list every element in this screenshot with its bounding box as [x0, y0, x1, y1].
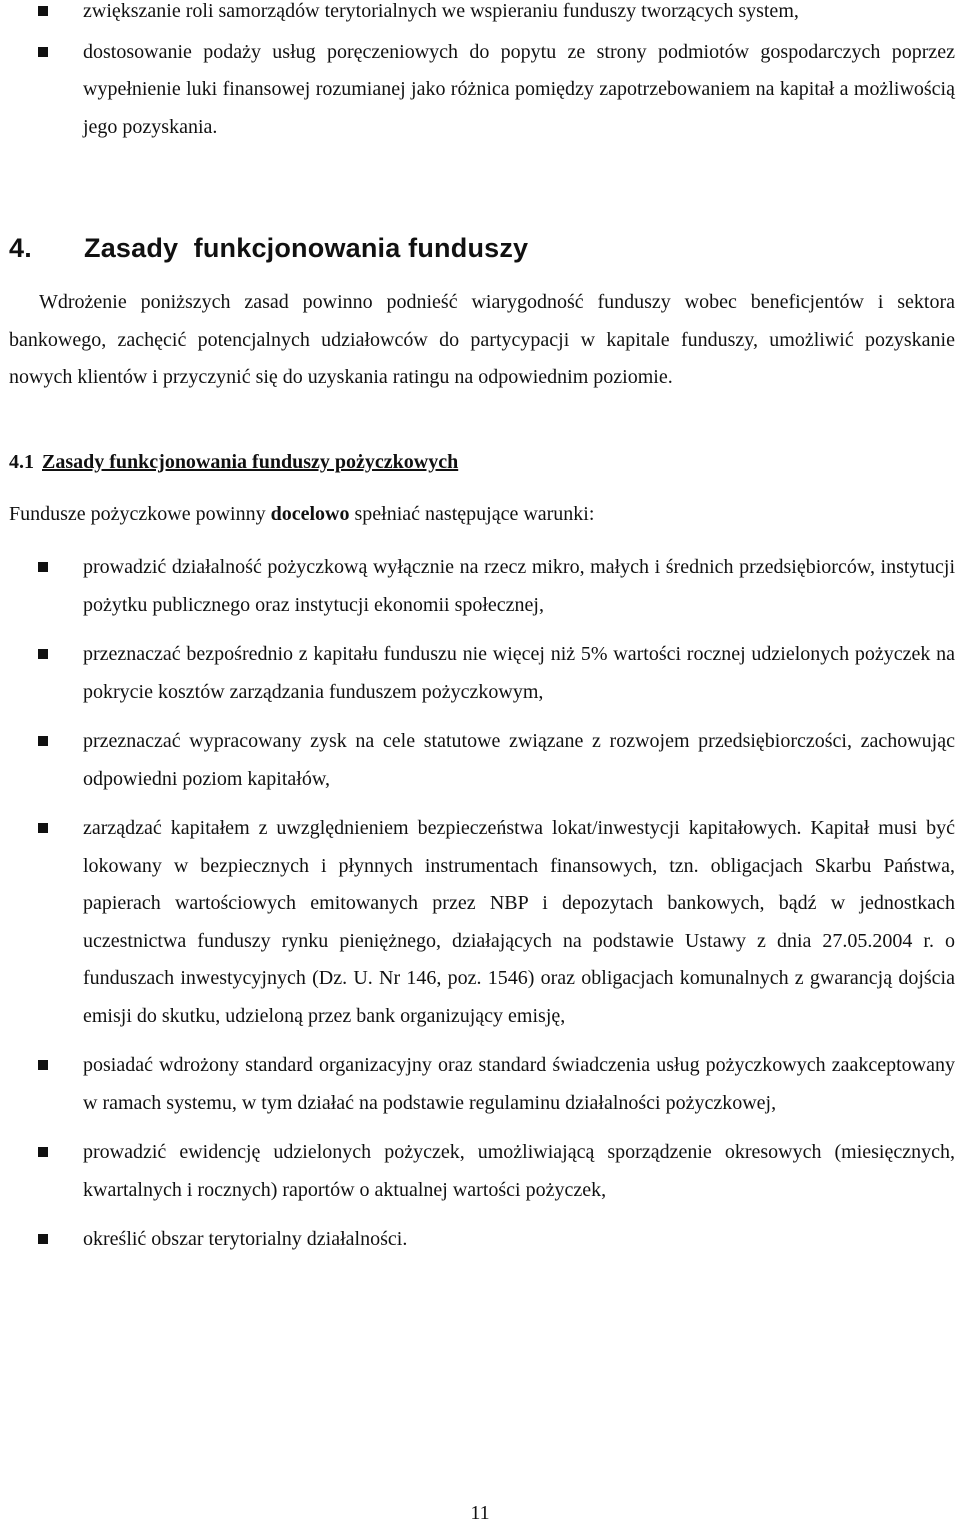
list-item-text: zarządzać kapitałem z uwzględnieniem bezpieczeństwa lokat/inwestycji kapitałowych. Kapitał musi być lokowany w bezpiecznych i płynnych instrumentach finansowych, tzn. obligacjach Skarbu Państwa, papierach wartościowych emitowanych przez NBP i depozytach bankowych, bądź w jednostkach uczestnictwa funduszy rynku pieniężnego, działających na podstawie Ustawy z dnia 27.05.2004 r. o funduszach inwestycyjnych (Dz. U. Nr 146, poz. 1546) oraz obligacjach komunalnych z gwarancją dojścia emisji do skutku, udzieloną przez bank organizujący emisję,: [83, 817, 955, 1027]
square-bullet-icon: [38, 6, 48, 16]
section-title: Zasady funkcjonowania funduszy: [84, 233, 529, 263]
subsection-number: 4.1: [9, 451, 34, 473]
continued-bullet-list: [0, 0, 960, 149]
list-item: [0, 0, 960, 31]
list-item: [0, 34, 960, 147]
section-intro-paragraph: Wdrożenie poniższych zasad powinno podnieść wiarygodność funduszy wobec beneficjentów i sektora bankowego, zachęcić potencjalnych udziałowców do partycypacji w kapitale funduszy, umożliwić pozyskanie nowych klientów i przyczynić się do uzyskania ratingu na odpowiednim poziomie.: [9, 291, 955, 388]
list-item: [0, 810, 960, 1035]
lead-text-start: Fundusze pożyczkowe powinny: [9, 503, 271, 525]
conditions-bullet-list: [0, 549, 960, 1271]
subsection-heading: [9, 451, 458, 474]
square-bullet-icon: [38, 47, 48, 57]
list-item: [0, 1134, 960, 1209]
list-item: [0, 723, 960, 798]
conditions-lead-sentence: [9, 503, 594, 526]
square-bullet-icon: [38, 736, 48, 746]
square-bullet-icon: [38, 1147, 48, 1157]
lead-text-end: spełniać następujące warunki:: [349, 503, 595, 525]
page-number: 11: [470, 1502, 490, 1524]
list-item-text: zwiększanie roli samorządów terytorialnych we wspieraniu funduszy tworzących system,: [83, 0, 799, 22]
square-bullet-icon: [38, 649, 48, 659]
list-item-text: przeznaczać bezpośrednio z kapitału funduszu nie więcej niż 5% wartości rocznej udzielonych pożyczek na pokrycie kosztów zarządzania funduszem pożyczkowym,: [83, 643, 955, 703]
list-item: [0, 549, 960, 624]
list-item-text: prowadzić działalność pożyczkową wyłącznie na rzecz mikro, małych i średnich przedsiębiorców, instytucji pożytku publicznego oraz instytucji ekonomii społecznej,: [83, 556, 955, 616]
lead-text-bold: docelowo: [270, 503, 350, 525]
list-item-text: dostosowanie podaży usług poręczeniowych do popytu ze strony podmiotów gospodarczych poprzez wypełnienie luki finansowej rozumianej jako różnica pomiędzy zapotrzebowaniem na kapitał a możliwością jego pozyskania.: [83, 40, 955, 138]
square-bullet-icon: [38, 1234, 48, 1244]
list-item-text: przeznaczać wypracowany zysk na cele statutowe związane z rozwojem przedsiębiorczości, zachowując odpowiedni poziom kapitałów,: [83, 730, 955, 790]
square-bullet-icon: [38, 562, 48, 572]
section-heading: [9, 233, 528, 264]
square-bullet-icon: [38, 823, 48, 833]
list-item-text: posiadać wdrożony standard organizacyjny oraz standard świadczenia usług pożyczkowych zaakceptowany w ramach systemu, w tym działać na podstawie regulaminu działalności pożyczkowej,: [83, 1054, 955, 1114]
square-bullet-icon: [38, 1060, 48, 1070]
list-item-text: określić obszar terytorialny działalności.: [83, 1228, 408, 1250]
list-item: [0, 1221, 960, 1259]
list-item: [0, 636, 960, 711]
list-item: [0, 1047, 960, 1122]
subsection-title: Zasady funkcjonowania funduszy pożyczkowych: [42, 451, 459, 473]
section-number: 4.: [9, 233, 32, 263]
list-item-text: prowadzić ewidencję udzielonych pożyczek, umożliwiającą sporządzenie okresowych (miesięcznych, kwartalnych i rocznych) raportów o aktualnej wartości pożyczek,: [83, 1141, 955, 1201]
